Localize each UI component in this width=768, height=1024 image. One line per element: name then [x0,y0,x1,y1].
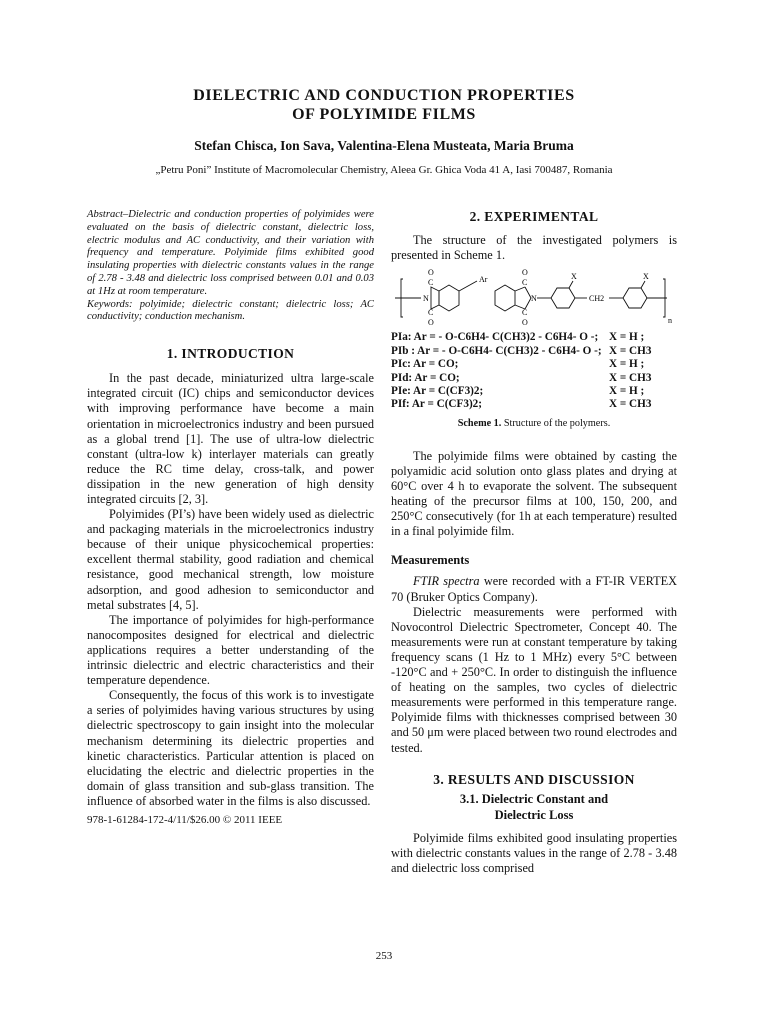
polymer-x-value: X = H ; [609,384,645,397]
scheme-caption [391,416,677,431]
nitrogen-label-1: N [423,294,429,304]
polymer-x-value: X = CH3 [609,398,652,411]
copyright-line: 978-1-61284-172-4/11/$26.00 © 2011 IEEE [87,813,283,826]
scheme-caption-label: Scheme 1. [457,417,502,429]
carbonyl-label-4: C [522,308,528,318]
polymer-row [391,345,677,358]
subsection-heading-line-1: 3.1. Dielectric Constant and [459,791,609,806]
repeat-unit-n-label: n [668,316,672,326]
methylene-label: CH2 [589,294,605,304]
polymer-x-value: X = H ; [609,331,645,344]
polymer-row [391,398,677,411]
abstract-text: Abstract–Dielectric and conduction properties of polyimides were evaluated on the basis of dielectric constant, dielectric loss, electric modulus and AC conductivity, and their variation with frequency and temperature. Polyimide films exhibited good insulating properties with dielectric constants values in the range of 2.78 - 3.48 and dielectric loss comprised between 0.01 and 0.03 at 1Hz at room temperature. [87,209,374,297]
experimental-paragraph-2: The polyimide films were obtained by casting the polyamidic acid solution onto glass plates and drying at 60°C over 4 h to evaporate the solvent. The subsequent heating of the precursor films at 100, 150, 200, and 250°C consecutively (for 1h at each temperature) resulted in a final polyimide film. [391,448,677,539]
polymer-definition: PIc: Ar = CO; [391,358,459,371]
oxygen-label-2: O [428,318,434,328]
intro-paragraph-3: The importance of polyimides for high-performance nanocomposites designed for electrical and dielectric applications requires a better understanding of the intrinsic dielectric and electric characteristics and their temperature dependence. [87,612,374,688]
measurements-paragraph-1 [391,574,677,604]
nitrogen-label-2: N [531,294,537,304]
x-substituent-label-2: X [643,272,649,282]
oxygen-label-1: O [428,269,434,278]
intro-paragraph-2: Polyimides (PI’s) have been widely used as dielectric and packaging materials in the microelectronics industry because of their unique physicochemical properties: excellent thermal stability, good radiation and chemical resistance, good mechanical strength, low moisture adsorption, and good adhesion to semiconductor and metal substrates [4, 5]. [87,507,374,612]
polyimide-structure-drawing [391,269,677,327]
measurements-paragraph-1-rest: were recorded with a FT-IR VERTEX 70 (Bruker Optics Company). [391,574,677,604]
polymer-x-value: X = CH3 [609,344,652,357]
polymer-x-value: X = H ; [609,358,645,371]
page-number: 253 [375,950,393,962]
polymer-x-value: X = CH3 [609,371,652,384]
polymer-row [391,372,677,385]
paper-title-line-1: DIELECTRIC AND CONDUCTION PROPERTIES [193,87,575,104]
introduction-heading: 1. INTRODUCTION [166,346,295,362]
polymer-definition: PIa: Ar = - O-C6H4- C(CH3)2 - C6H4- O -; [391,331,599,344]
polymer-definition: PIb : Ar = - O-C6H4- C(CH3)2 - C6H4- O -; [391,344,602,357]
keywords-text: Keywords: polyimide; dielectric constant; dielectric loss; AC conductivity; conduction mechanism. [87,298,374,323]
carbonyl-label-3: C [522,278,528,288]
polymer-row [391,331,677,344]
measurements-heading: Measurements [391,553,470,568]
right-column [391,209,677,876]
carbonyl-label-2: C [428,308,434,318]
oxygen-label-4: O [522,318,528,328]
intro-paragraph-1: In the past decade, miniaturized ultra large-scale integrated circuit (IC) chips and semiconductor devices with improving performance have become a main orientation in microelectronics industry and been pursued as a global trend [1]. The use of ultra-low dielectric constant (ultra-low k) interlayer materials can greatly reduce the RC time delay, cross-talk, and power dissipation in the new generation of high density integrated circuits [2, 3]. [87,371,374,507]
oxygen-label-3: O [522,269,528,278]
carbonyl-label-1: C [428,278,434,288]
measurements-paragraph-2: Dielectric measurements were performed with Novocontrol Dielectric Spectrometer, Concept 40. The measurements were run at constant temperature by taking frequency scans (1 Hz to 1 MHz) every 5°C between -120°C and + 250°C. In order to distinguish the influence of heating on the samples, two cycles of dielectric measurements were performed in this temperature range. Polyimide films with thicknesses comprised between 30 and 50 μm were placed between two round electrodes and tested. [391,604,677,755]
abstract-block [87,209,374,324]
ar-label: Ar [479,275,488,285]
experimental-heading: 2. EXPERIMENTAL [469,209,599,224]
polymer-row [391,385,677,398]
paper-title-line-2: OF POLYIMIDE FILMS [292,106,476,123]
x-substituent-label-1: X [571,272,577,282]
ftir-term: FTIR spectra [413,574,480,589]
polymer-definition: PIf: Ar = C(CF3)2; [391,398,482,411]
experimental-paragraph-1: The structure of the investigated polymers is presented in Scheme 1. [391,233,677,263]
intro-paragraph-4: Consequently, the focus of this work is to investigate a series of polyimides having various structures by using dielectric spectroscopy to gain insight into the molecular mechanism determining its dielectric properties and kinetic characteristics. Particular attention is placed on elucidating the electric and dielectric properties in the domain of glass transition and sub-glass transition. The influence of absorbed water in the films is also discussed. [87,688,374,808]
results-heading: 3. RESULTS AND DISCUSSION [433,771,635,787]
polymer-definition: PId: Ar = CO; [391,371,460,384]
polymer-row [391,358,677,371]
author-list: Stefan Chisca, Ion Sava, Valentina-Elena Musteata, Maria Bruma [194,138,574,153]
polymer-list [391,331,677,411]
chemical-structure-scheme [391,269,677,327]
subsection-heading-line-2: Dielectric Loss [494,807,574,822]
scheme-caption-text: Structure of the polymers. [501,417,611,429]
left-column [87,209,374,828]
affiliation: „Petru Poni” Institute of Macromolecular Chemistry, Aleea Gr. Ghica Voda 41 A, Iasi 700487, Romania [155,164,613,176]
polymer-definition: PIe: Ar = C(CF3)2; [391,384,484,397]
results-paragraph-1: Polyimide films exhibited good insulating properties with dielectric constants values in the range of 2.78 - 3.48 and dielectric loss comprised [391,830,677,875]
